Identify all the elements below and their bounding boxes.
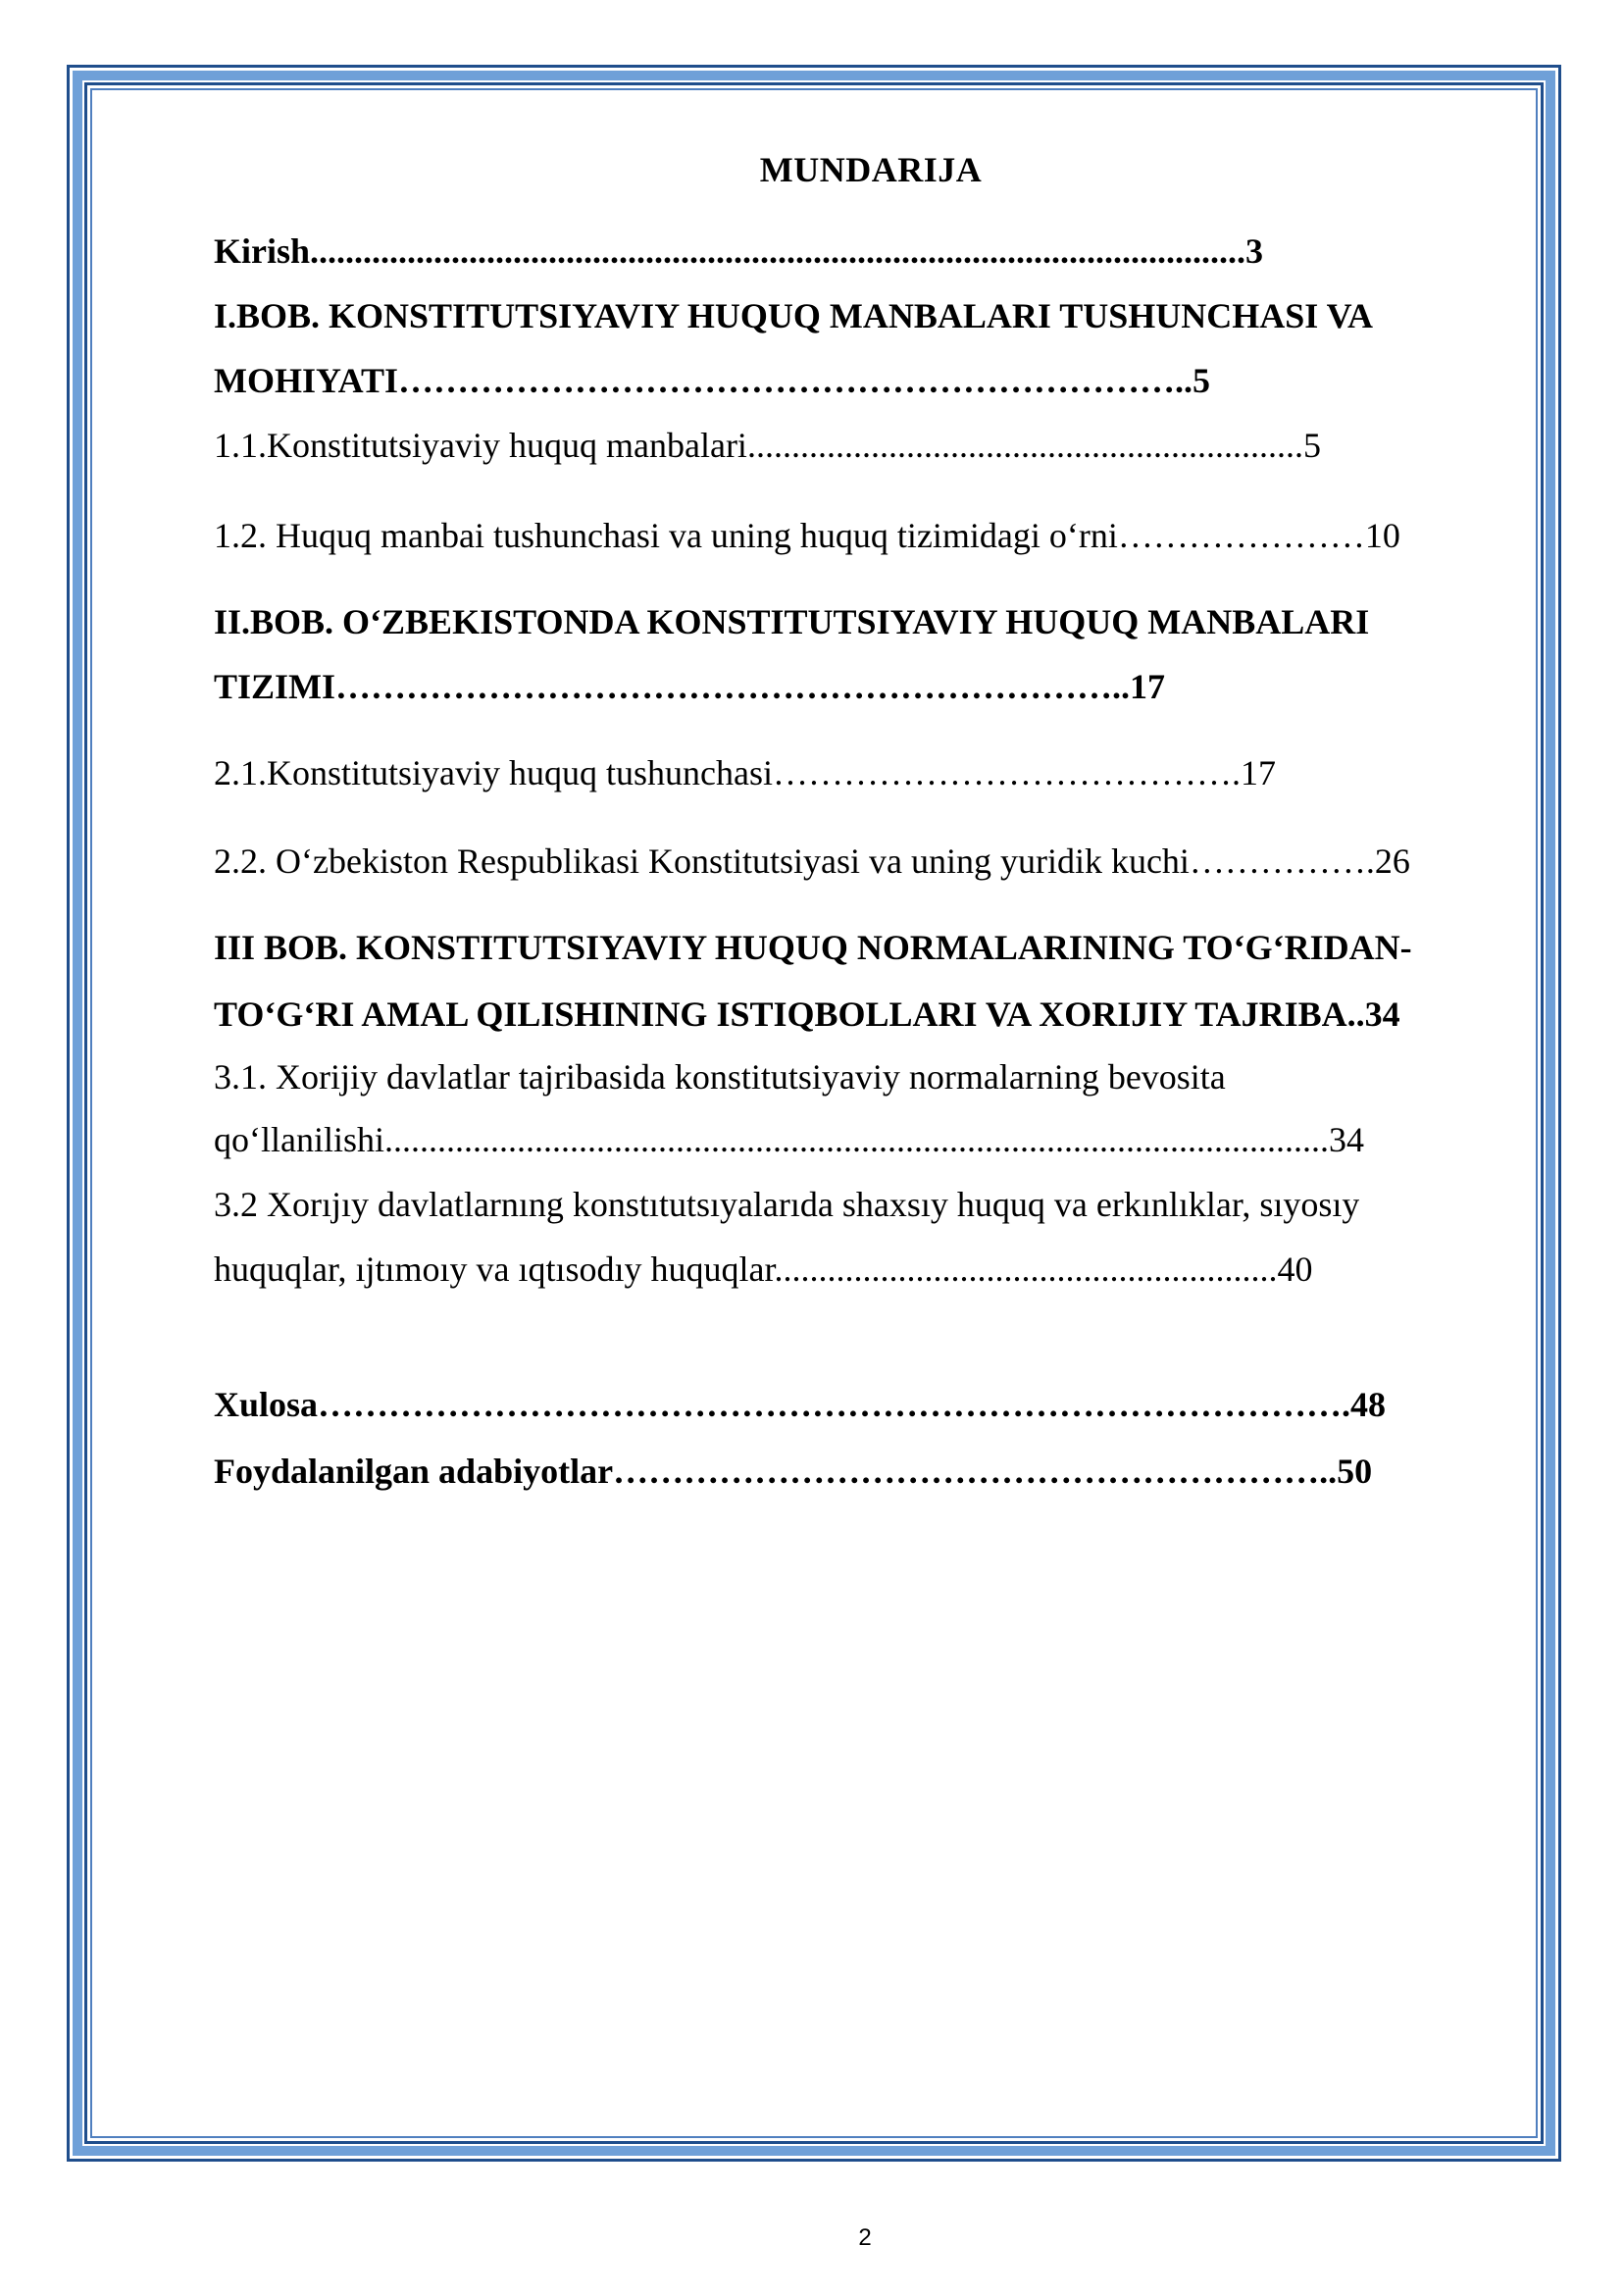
- toc-section-3-2[interactable]: 3.2 Xorıjıy davlatlarnıng konstıtutsıyalarıda shaxsıy huquq va erkınlıklar, sıyosıy: [214, 1185, 1360, 1224]
- toc-chapter-2-title-cont[interactable]: TIZIMI…………………………………………………………..17: [214, 667, 1166, 706]
- toc-kirish[interactable]: Kirish..........................................................................................................3: [214, 231, 1264, 271]
- toc-section-3-2-cont[interactable]: huquqlar, ıjtımoıy va ıqtısodıy huquqlar.........................................................40: [214, 1250, 1313, 1289]
- toc-section-1-2[interactable]: 1.2. Huquq manbai tushunchasi va uning huquq tizimidagi oʻrni…………………10: [214, 516, 1400, 555]
- toc-chapter-2-title[interactable]: II.BOB. OʻZBEKISTONDA KONSTITUTSIYAVIY HUQUQ MANBALARI: [214, 602, 1370, 641]
- toc-section-1-1[interactable]: 1.1.Konstitutsiyaviy huquq manbalari...............................................................5: [214, 426, 1321, 465]
- toc-chapter-1-title-cont[interactable]: MOHIYATI…………………………………………………………..5: [214, 361, 1211, 400]
- page-title: MUNDARIJA: [759, 150, 983, 189]
- toc-section-2-1[interactable]: 2.1.Konstitutsiyaviy huquq tushunchasi………………………………….17: [214, 753, 1276, 792]
- toc-foydalanilgan-adabiyotlar[interactable]: Foydalanilgan adabiyotlar……………………………………………………..50: [214, 1452, 1373, 1491]
- toc-chapter-3-title-cont[interactable]: TOʻGʻRI AMAL QILISHINING ISTIQBOLLARI VA XORIJIY TAJRIBA..34: [214, 995, 1400, 1034]
- toc-chapter-3-title[interactable]: III BOB. KONSTITUTSIYAVIY HUQUQ NORMALARINING TOʻGʻRIDAN-: [214, 928, 1412, 967]
- toc-section-2-2[interactable]: 2.2. Oʻzbekiston Respublikasi Konstitutsiyasi va uning yuridik kuchi…………….26: [214, 842, 1410, 881]
- toc-section-3-1-cont[interactable]: qoʻllanilishi...........................................................................................................34: [214, 1120, 1364, 1159]
- toc-section-3-1[interactable]: 3.1. Xorijiy davlatlar tajribasida konstitutsiyaviy normalarning bevosita: [214, 1057, 1226, 1097]
- page-number: 2: [858, 2224, 872, 2251]
- toc-chapter-1-title[interactable]: I.BOB. KONSTITUTSIYAVIY HUQUQ MANBALARI TUSHUNCHASI VA: [214, 296, 1373, 335]
- toc-xulosa[interactable]: Xulosa…………………………………………………………………………….48: [214, 1385, 1387, 1424]
